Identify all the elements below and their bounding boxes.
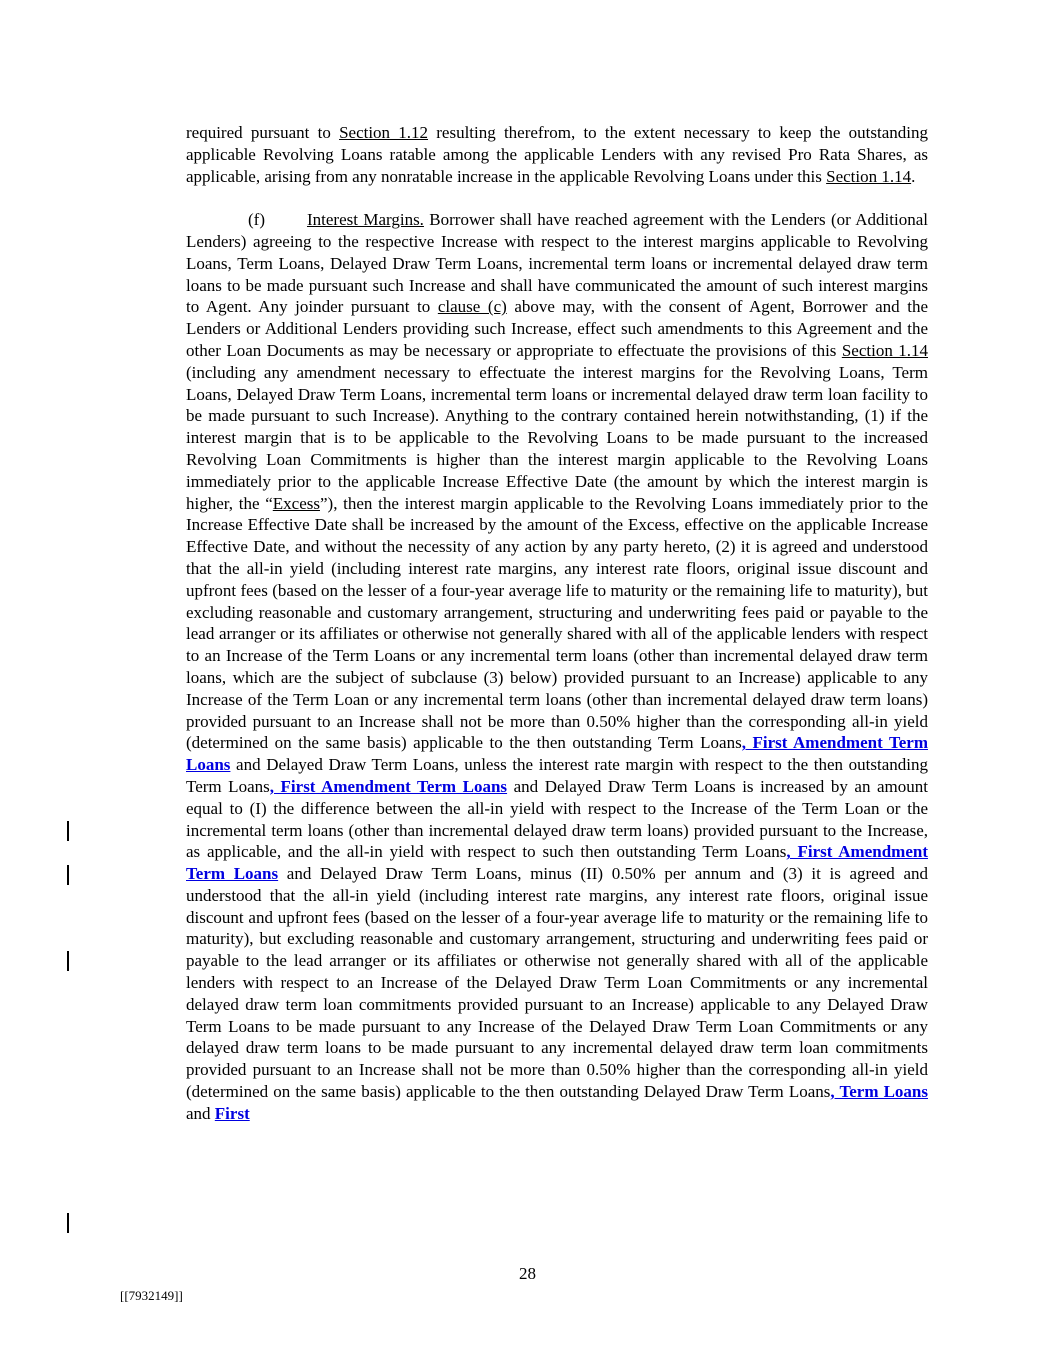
text-run-normal: . (911, 166, 916, 186)
text-run-normal: ”), then the interest margin applicable to the Revolving Loans immediately prior to the Increase Effective Date shall be increased by the amount of the Excess, effective on the applicable Increase Effective Date, and without the necessity of any action by any party hereto, (2) it is agreed and understood that the all-in yield (including interest rate margins, any interest rate floors, original issue discount and upfront fees (based on the lesser of a four-year average life to maturity or the remaining life to maturity), but excluding reasonable and customary arrangement, structuring and underwriting fees paid or payable to the lead arranger or its affiliates or otherwise not generally shared with all of the applicable lenders with respect to an Increase of the Term Loans or any incremental term loans (other than incremental delayed draw term loans, which are the subject of subclause (3) below) provided pursuant to an Increase) applicable to any Increase of the Term Loan or any incremental term loans (other than incremental delayed draw term loans) provided pursuant to an Increase shall not be more than 0.50% higher than the corresponding all-in yield (determined on the same basis) applicable to the then outstanding Term Loans (186, 493, 928, 753)
text-run-insertion: First (214, 1103, 250, 1123)
text-run-insertion: , First Amendment Term Loans (186, 842, 928, 884)
text-run-normal: (f) (248, 210, 265, 230)
text-run-normal: (including any amendment necessary to effectuate the interest margins for the Revolving Loans, Term Loans, Delayed Draw Term Loans, incremental term loans or incremental delayed draw term loan facility to be made pursuant to such Increase). Anything to the contrary contained herein notwithstanding, (1) if the interest margin that is to be applicable to the Revolving Loans to be made pursuant to the increased Revolving Loan Commitments is higher than the interest margin applicable to the Revolving Loans immediately prior to the applicable Increase Effective Date (the amount by which the interest margin is higher, the “ (186, 362, 928, 513)
text-run-normal: and Delayed Draw Term Loans is increased by an amount equal to (I) the difference between the all-in yield with respect to the Increase of the Term Loan or the incremental term loans (other than incremental delayed draw term loans) provided pursuant to the Increase, as applicable, and the all-in yield with respect to such then outstanding Term Loans (186, 776, 928, 862)
paragraph-continuation (186, 122, 928, 187)
text-run-normal: above may, with the consent of Agent, Borrower and the Lenders or Additional Lenders providing such Increase, effect such amendments to this Agreement and the other Loan Documents as may be necessary or appropriate to effectuate the provisions of this (186, 297, 929, 360)
text-run-normal: resulting therefrom, to the extent necessary to keep the outstanding applicable Revolving Loans ratable among the applicable Lenders with any revised Pro Rata Shares, as applicable, arising from any nonratable increase in the applicable Revolving Loans under this (186, 123, 928, 186)
text-run-normal: Borrower shall have reached agreement with the Lenders (or Additional Lenders) agreeing to the respective Increase with respect to the interest margins applicable to Revolving Loans, Term Loans, Delayed Draw Term Loans, incremental term loans or incremental delayed draw term loans to be made pursuant such Increase and shall have communicated the amount of such interest margins to Agent. Any joinder pursuant to (186, 210, 928, 317)
text-run-underline: Section 1.14 (826, 166, 912, 186)
text-run-normal: required pursuant to (186, 123, 340, 142)
page-number: 28 (519, 1264, 536, 1283)
text-run-underline: Excess (272, 493, 320, 513)
text-run-insertion: , Term Loans (830, 1082, 928, 1102)
text-run-underline: Section 1.14 (841, 340, 928, 360)
document-id-footer: [[7932149]] (120, 1288, 183, 1303)
change-bar (67, 821, 69, 841)
text-run-underline: Interest Margins. (306, 210, 424, 230)
text-run-normal: and (186, 1103, 215, 1123)
text-run-underline: Section 1.12 (339, 123, 429, 142)
text-run-insertion: , First Amendment Term Loans (269, 776, 508, 796)
change-bar (67, 1213, 69, 1233)
text-run-normal: and Delayed Draw Term Loans, unless the interest rate margin with respect to the then outstanding Term Loans (186, 755, 928, 796)
text-run-normal: and Delayed Draw Term Loans, minus (II) 0.50% per annum and (3) it is agreed and understood that the all-in yield (including interest rate margins, any interest rate floors, original issue discount and upfront fees (based on the lesser of a four-year average life to maturity or the remaining life to maturity), but excluding reasonable and customary arrangement, structuring and underwriting fees paid or payable to the lead arranger or its affiliates or otherwise not generally shared with all of the applicable lenders with respect to an Increase of the Delayed Draw Term Loan Commitments or any incremental delayed draw term loan commitments provided pursuant to an Increase) applicable to any Delayed Draw Term Loans to be made pursuant to any Increase of the Delayed Draw Term Loan Commitments or any delayed draw term loans to be made pursuant to any incremental delayed draw term loan commitments provided pursuant to an Increase shall not be more than 0.50% higher than the corresponding all-in yield (determined on the same basis) applicable to the then outstanding Delayed Draw Term Loans (186, 864, 928, 1102)
text-run-underline: clause (c) (437, 297, 507, 317)
paragraph-interest-margins (186, 209, 928, 1124)
text-run-insertion: , First Amendment Term Loans (186, 733, 928, 775)
change-bar (67, 865, 69, 885)
page-content (186, 122, 928, 1125)
change-bar (67, 951, 69, 971)
